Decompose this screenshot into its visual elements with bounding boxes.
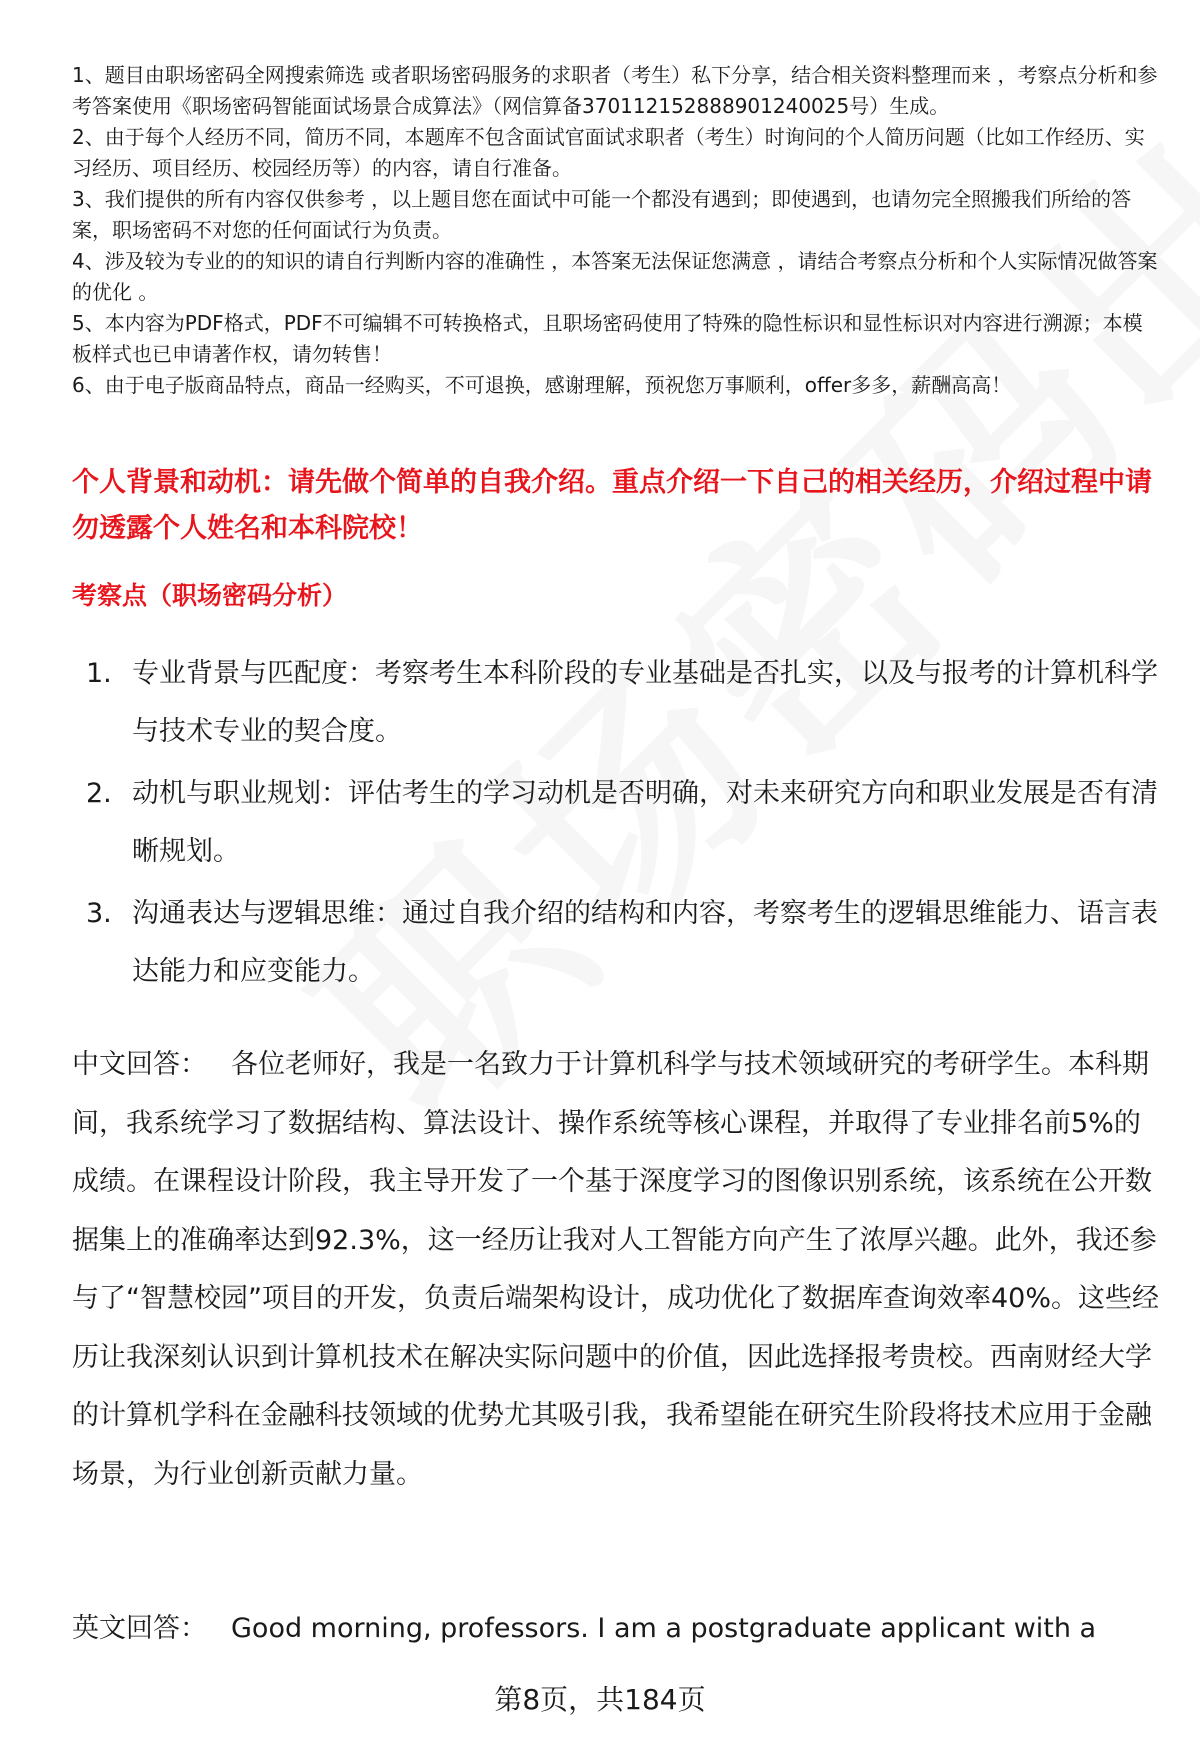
chinese-answer bbox=[72, 1036, 1162, 1504]
disclaimer-item: 6、由于电子版商品特点，商品一经购买，不可退换，感谢理解，预祝您万事顺利，offer多多，薪酬高高！ bbox=[72, 373, 1012, 397]
question-heading: 个人背景和动机：请先做个简单的自我介绍。重点介绍一下自己的相关经历，介绍过程中请勿透露个人姓名和本科院校！ bbox=[72, 467, 1152, 544]
list-item-number: 2. bbox=[86, 778, 112, 809]
list-item bbox=[82, 885, 1162, 1001]
list-item-number: 1. bbox=[86, 658, 112, 689]
analysis-points-list bbox=[82, 645, 1162, 1005]
english-answer-text: Good morning, professors. I am a postgraduate applicant with a bbox=[231, 1613, 1097, 1644]
list-item-number: 3. bbox=[86, 898, 112, 929]
chinese-answer-label: 中文回答： bbox=[72, 1049, 207, 1080]
disclaimer-item: 1、题目由职场密码全网搜索筛选 或者职场密码服务的求职者（考生）私下分享，结合相关资料整理而来 ，考察点分析和参考答案使用《职场密码智能面试场景合成算法》（网信算备370112152888901240025号）生成。 bbox=[72, 63, 1158, 118]
list-item bbox=[82, 645, 1162, 761]
list-item-text: 沟通表达与逻辑思维：通过自我介绍的结构和内容，考察考生的逻辑思维能力、语言表达能力和应变能力。 bbox=[132, 898, 1158, 987]
analysis-heading: 考察点（职场密码分析） bbox=[72, 581, 348, 610]
page-number-footer: 第8页，共184页 bbox=[494, 1683, 706, 1716]
disclaimer-item: 5、本内容为PDF格式，PDF不可编辑不可转换格式，且职场密码使用了特殊的隐性标识和显性标识对内容进行溯源；本模板样式也已申请著作权，请勿转售！ bbox=[72, 311, 1143, 366]
chinese-answer-text: 各位老师好，我是一名致力于计算机科学与技术领域研究的考研学生。本科期间，我系统学习了数据结构、算法设计、操作系统等核心课程，并取得了专业排名前5%的成绩。在课程设计阶段，我主导开发了一个基于深度学习的图像识别系统，该系统在公开数据集上的准确率达到92.3%，这一经历让我对人工智能方向产生了浓厚兴趣。此外，我还参与了“智慧校园”项目的开发，负责后端架构设计，成功优化了数据库查询效率40%。这些经历让我深刻认识到计算机技术在解决实际问题中的价值，因此选择报考贵校。西南财经大学的计算机学科在金融科技领域的优势尤其吸引我，我希望能在研究生阶段将技术应用于金融场景，为行业创新贡献力量。 bbox=[72, 1049, 1159, 1490]
disclaimer-item: 3、我们提供的所有内容仅供参考 ，以上题目您在面试中可能一个都没有遇到；即使遇到，也请勿完全照搬我们所给的答案，职场密码不对您的任何面试行为负责。 bbox=[72, 187, 1132, 242]
english-answer-label: 英文回答： bbox=[72, 1613, 207, 1644]
english-answer bbox=[72, 1600, 1162, 1658]
disclaimer-item: 4、涉及较为专业的的知识的请自行判断内容的准确性 ，本答案无法保证您满意 ，请结合考察点分析和个人实际情况做答案的优化 。 bbox=[72, 249, 1158, 304]
disclaimer-item: 2、由于每个人经历不同，简历不同，本题库不包含面试官面试求职者（考生）时询问的个人简历问题（比如工作经历、实习经历、项目经历、校园经历等）的内容，请自行准备。 bbox=[72, 125, 1145, 180]
list-item bbox=[82, 765, 1162, 881]
list-item-text: 动机与职业规划：评估考生的学习动机是否明确，对未来研究方向和职业发展是否有清晰规划。 bbox=[132, 778, 1158, 867]
disclaimer-block bbox=[72, 60, 1162, 401]
list-item-text: 专业背景与匹配度：考察考生本科阶段的专业基础是否扎实，以及与报考的计算机科学与技术专业的契合度。 bbox=[132, 658, 1158, 747]
